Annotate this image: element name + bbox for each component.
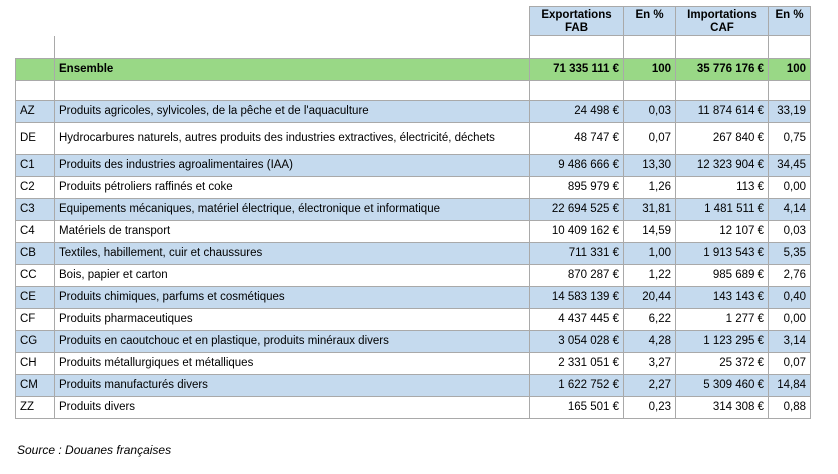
table-row <box>16 123 811 155</box>
row-exports: 9 486 666 € <box>530 155 624 177</box>
row-exports: 4 437 445 € <box>530 309 624 331</box>
total-imports: 35 776 176 € <box>676 59 769 81</box>
row-exports: 895 979 € <box>530 177 624 199</box>
row-label: Bois, papier et carton <box>55 265 530 287</box>
trade-table <box>15 6 811 419</box>
row-label: Produits métallurgiques et métalliques <box>55 353 530 375</box>
row-code: DE <box>16 123 55 155</box>
table-row <box>16 309 811 331</box>
row-label: Produits divers <box>55 397 530 419</box>
total-code-cell <box>16 59 55 81</box>
row-exports: 711 331 € <box>530 243 624 265</box>
row-code: CG <box>16 331 55 353</box>
row-exports-pct: 0,23 <box>624 397 676 419</box>
row-exports-pct: 6,22 <box>624 309 676 331</box>
row-imports-pct: 34,45 <box>769 155 811 177</box>
row-label: Produits des industries agroalimentaires (IAA) <box>55 155 530 177</box>
row-exports: 2 331 051 € <box>530 353 624 375</box>
row-exports: 48 747 € <box>530 123 624 155</box>
header-exports: Exportations FAB <box>530 7 624 36</box>
spacer-cell <box>624 36 676 59</box>
source-note: Source : Douanes françaises <box>17 443 172 457</box>
row-code: CE <box>16 287 55 309</box>
row-label: Produits en caoutchouc et en plastique, produits minéraux divers <box>55 331 530 353</box>
row-exports: 3 054 028 € <box>530 331 624 353</box>
row-exports: 24 498 € <box>530 101 624 123</box>
total-exports: 71 335 111 € <box>530 59 624 81</box>
row-label: Produits pétroliers raffinés et coke <box>55 177 530 199</box>
row-exports: 870 287 € <box>530 265 624 287</box>
header-exports-pct: En % <box>624 7 676 36</box>
table-row <box>16 199 811 221</box>
total-imports-pct: 100 <box>769 59 811 81</box>
table-row <box>16 265 811 287</box>
row-exports: 1 622 752 € <box>530 375 624 397</box>
spacer-row <box>16 81 811 101</box>
spacer-cell <box>16 36 55 59</box>
row-imports-pct: 14,84 <box>769 375 811 397</box>
trade-table-container <box>15 6 811 419</box>
table-row <box>16 155 811 177</box>
row-code: CC <box>16 265 55 287</box>
row-exports-pct: 1,22 <box>624 265 676 287</box>
row-label: Equipements mécaniques, matériel électrique, électronique et informatique <box>55 199 530 221</box>
spacer-cell <box>16 81 55 101</box>
row-imports: 113 € <box>676 177 769 199</box>
row-code: CB <box>16 243 55 265</box>
row-imports-pct: 0,00 <box>769 177 811 199</box>
row-imports: 1 913 543 € <box>676 243 769 265</box>
row-exports-pct: 31,81 <box>624 199 676 221</box>
row-exports: 22 694 525 € <box>530 199 624 221</box>
row-imports: 143 143 € <box>676 287 769 309</box>
spacer-cell <box>530 36 624 59</box>
row-exports-pct: 4,28 <box>624 331 676 353</box>
spacer-cell <box>676 36 769 59</box>
row-imports: 267 840 € <box>676 123 769 155</box>
table-row <box>16 221 811 243</box>
row-label: Produits chimiques, parfums et cosmétiques <box>55 287 530 309</box>
row-imports: 12 323 904 € <box>676 155 769 177</box>
row-imports: 985 689 € <box>676 265 769 287</box>
row-exports-pct: 20,44 <box>624 287 676 309</box>
row-code: C1 <box>16 155 55 177</box>
row-code: C2 <box>16 177 55 199</box>
row-imports-pct: 0,88 <box>769 397 811 419</box>
row-exports-pct: 3,27 <box>624 353 676 375</box>
row-imports-pct: 3,14 <box>769 331 811 353</box>
row-exports-pct: 13,30 <box>624 155 676 177</box>
row-imports: 25 372 € <box>676 353 769 375</box>
header-imports: Importations CAF <box>676 7 769 36</box>
table-row <box>16 287 811 309</box>
spacer-cell <box>624 81 676 101</box>
table-row <box>16 331 811 353</box>
row-code: CM <box>16 375 55 397</box>
table-row <box>16 397 811 419</box>
table-row <box>16 101 811 123</box>
row-label: Produits manufacturés divers <box>55 375 530 397</box>
table-row <box>16 353 811 375</box>
row-imports: 12 107 € <box>676 221 769 243</box>
spacer-cell <box>769 36 811 59</box>
row-imports-pct: 2,76 <box>769 265 811 287</box>
header-imports-pct: En % <box>769 7 811 36</box>
row-label: Matériels de transport <box>55 221 530 243</box>
table-row <box>16 375 811 397</box>
row-imports-pct: 4,14 <box>769 199 811 221</box>
total-row <box>16 59 811 81</box>
row-imports-pct: 0,03 <box>769 221 811 243</box>
row-imports-pct: 5,35 <box>769 243 811 265</box>
row-code: C3 <box>16 199 55 221</box>
row-exports: 14 583 139 € <box>530 287 624 309</box>
row-label: Hydrocarbures naturels, autres produits des industries extractives, électricité, déchets <box>55 123 530 155</box>
row-code: CF <box>16 309 55 331</box>
row-exports-pct: 2,27 <box>624 375 676 397</box>
row-imports: 11 874 614 € <box>676 101 769 123</box>
table-row <box>16 177 811 199</box>
row-imports: 1 123 295 € <box>676 331 769 353</box>
row-exports: 165 501 € <box>530 397 624 419</box>
row-imports-pct: 0,00 <box>769 309 811 331</box>
spacer-cell <box>55 36 530 59</box>
row-label: Produits agricoles, sylvicoles, de la pêche et de l'aquaculture <box>55 101 530 123</box>
row-imports: 1 481 511 € <box>676 199 769 221</box>
spacer-cell <box>769 81 811 101</box>
table-row <box>16 243 811 265</box>
row-exports-pct: 0,03 <box>624 101 676 123</box>
row-label: Produits pharmaceutiques <box>55 309 530 331</box>
row-exports-pct: 1,00 <box>624 243 676 265</box>
row-exports-pct: 1,26 <box>624 177 676 199</box>
total-exports-pct: 100 <box>624 59 676 81</box>
row-imports: 314 308 € <box>676 397 769 419</box>
row-label: Textiles, habillement, cuir et chaussures <box>55 243 530 265</box>
row-imports-pct: 33,19 <box>769 101 811 123</box>
total-label: Ensemble <box>55 59 530 81</box>
row-code: ZZ <box>16 397 55 419</box>
row-exports-pct: 14,59 <box>624 221 676 243</box>
row-imports-pct: 0,40 <box>769 287 811 309</box>
header-label-cell <box>55 7 530 36</box>
spacer-cell <box>676 81 769 101</box>
row-imports-pct: 0,75 <box>769 123 811 155</box>
spacer-row <box>16 36 811 59</box>
row-code: AZ <box>16 101 55 123</box>
row-exports-pct: 0,07 <box>624 123 676 155</box>
header-code-cell <box>16 7 55 36</box>
header-row <box>16 7 811 36</box>
row-imports: 5 309 460 € <box>676 375 769 397</box>
row-code: C4 <box>16 221 55 243</box>
row-imports-pct: 0,07 <box>769 353 811 375</box>
row-exports: 10 409 162 € <box>530 221 624 243</box>
row-code: CH <box>16 353 55 375</box>
spacer-cell <box>55 81 530 101</box>
spacer-cell <box>530 81 624 101</box>
row-imports: 1 277 € <box>676 309 769 331</box>
